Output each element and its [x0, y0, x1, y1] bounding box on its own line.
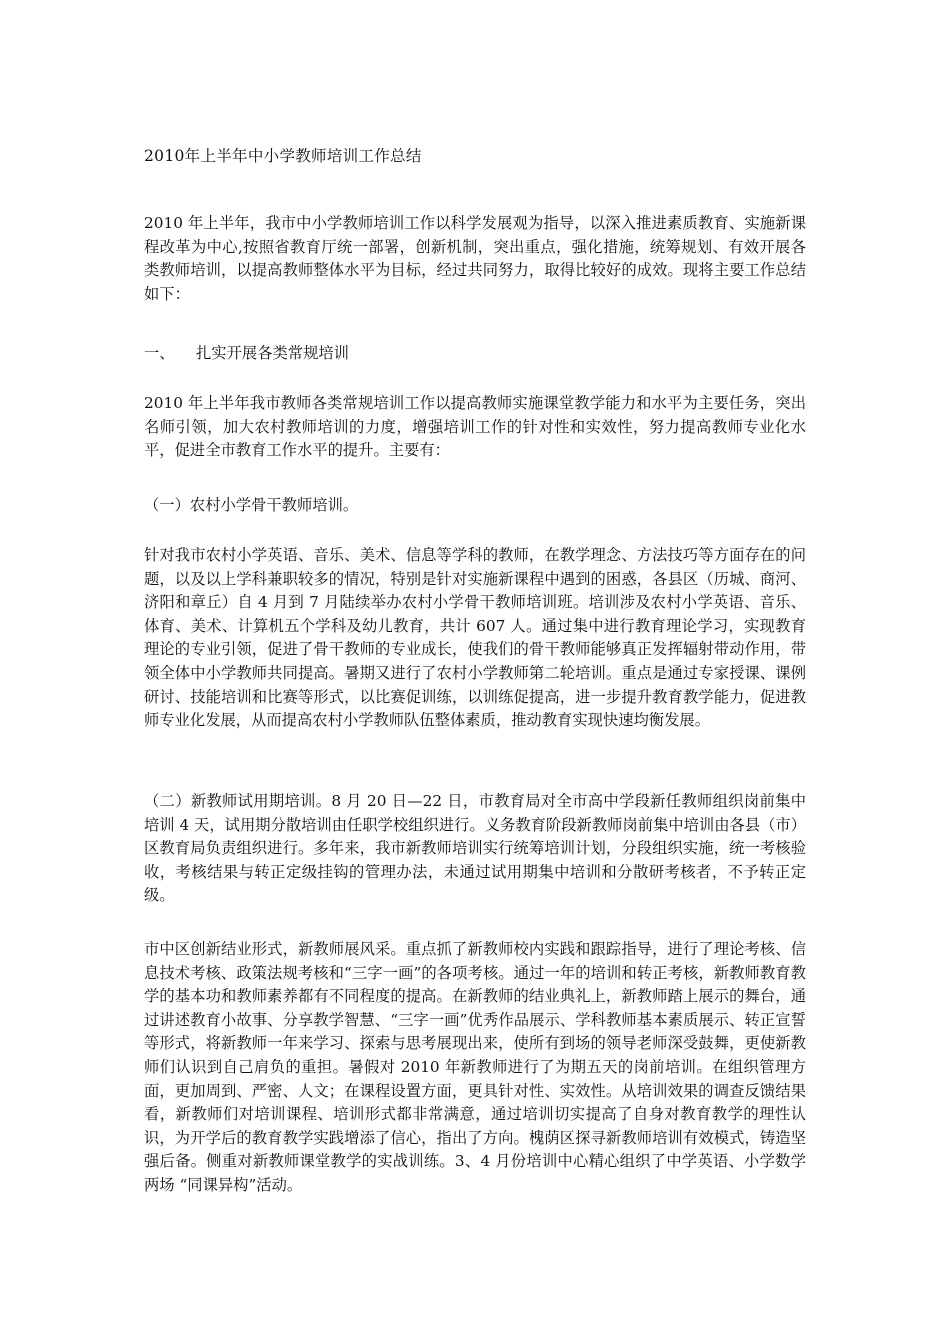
- section-1-number: 一、: [144, 344, 175, 362]
- subsection-2-paragraph: （二）新教师试用期培训。8 月 20 日—22 日，市教育局对全市高中学段新任教师组织岗前集中培训 4 天，试用期分散培训由任职学校组织进行。义务教育阶段新教师岗前集中培训由各县（市）区教育局负责组织进行。多年来，我市新教师培训实行统筹培训计划，分段组织实施，统一考核验收，考核结果与转正定级挂钩的管理办法，未通过试用期集中培训和分散研考核者，不予转正定级。: [144, 792, 806, 905]
- subsection-1-paragraph: 针对我市农村小学英语、音乐、美术、信息等学科的教师，在教学理念、方法技巧等方面存在的问题，以及以上学科兼职较多的情况，特别是针对实施新课程中遇到的困惑，各县区（历城、商河、济阳和章丘）自 4 月到 7 月陆续举办农村小学骨干教师培训班。培训涉及农村小学英语、音乐、体育、美术、计算机五个学科及幼儿教育，共计 607 人。通过集中进行教育理论学习，实现教育理论的专业引领，促进了骨干教师的专业成长，使我们的骨干教师能够真正发挥辐射带动作用，带领全体中小学教师共同提高。暑期又进行了农村小学教师第二轮培训。重点是通过专家授课、课例研讨、技能培训和比赛等形式，以比赛促训练，以训练促提高，进一步提升教育教学能力，促进教师专业化发展，从而提高农村小学教师队伍整体素质，推动教育实现快速均衡发展。: [144, 546, 806, 730]
- section-1-heading: [144, 342, 806, 366]
- document-title: 2010年上半年中小学教师培训工作总结: [144, 147, 422, 165]
- subsection-1-heading: （一）农村小学骨干教师培训。: [144, 496, 359, 514]
- intro-paragraph: 2010 年上半年，我市中小学教师培训工作以科学发展观为指导，以深入推进素质教育、实施新课程改革为中心,按照省教育厅统一部署，创新机制，突出重点，强化措施，统筹规划、有效开展各类教师培训，以提高教师整体水平为目标，经过共同努力，取得比较好的成效。现将主要工作总结如下：: [144, 214, 806, 303]
- section-1-intro-paragraph: 2010 年上半年我市教师各类常规培训工作以提高教师实施课堂教学能力和水平为主要任务，突出名师引领，加大农村教师培训的力度，增强培训工作的针对性和实效性，努力提高教师专业化水平，促进全市教育工作水平的提升。主要有：: [144, 394, 806, 460]
- subsection-2-detail-paragraph: 市中区创新结业形式，新教师展风采。重点抓了新教师校内实践和跟踪指导，进行了理论考核、信息技术考核、政策法规考核和“三字一画”的各项考核。通过一年的培训和转正考核，新教师教育教学的基本功和教师素养都有不同程度的提高。在新教师的结业典礼上，新教师踏上展示的舞台，通过讲述教育小故事、分享教学智慧、“三字一画”优秀作品展示、学科教师基本素质展示、转正宣誓等形式，将新教师一年来学习、探索与思考展现出来，使所有到场的领导老师深受鼓舞，更使新教师们认识到自己肩负的重担。暑假对 2010 年新教师进行了为期五天的岗前培训。在组织管理方面，更加周到、严密、人文；在课程设置方面，更具针对性、实效性。从培训效果的调查反馈结果看，新教师们对培训课程、培训形式都非常满意，通过培训切实提高了自身对教育教学的理性认识，为开学后的教育教学实践增添了信心，指出了方向。槐荫区探寻新教师培训有效模式，铸造坚强后备。侧重对新教师课堂教学的实战训练。3、4 月份培训中心精心组织了中学英语、小学数学两场 “同课异构”活动。: [144, 940, 806, 1194]
- section-1-title: 扎实开展各类常规培训: [196, 344, 349, 362]
